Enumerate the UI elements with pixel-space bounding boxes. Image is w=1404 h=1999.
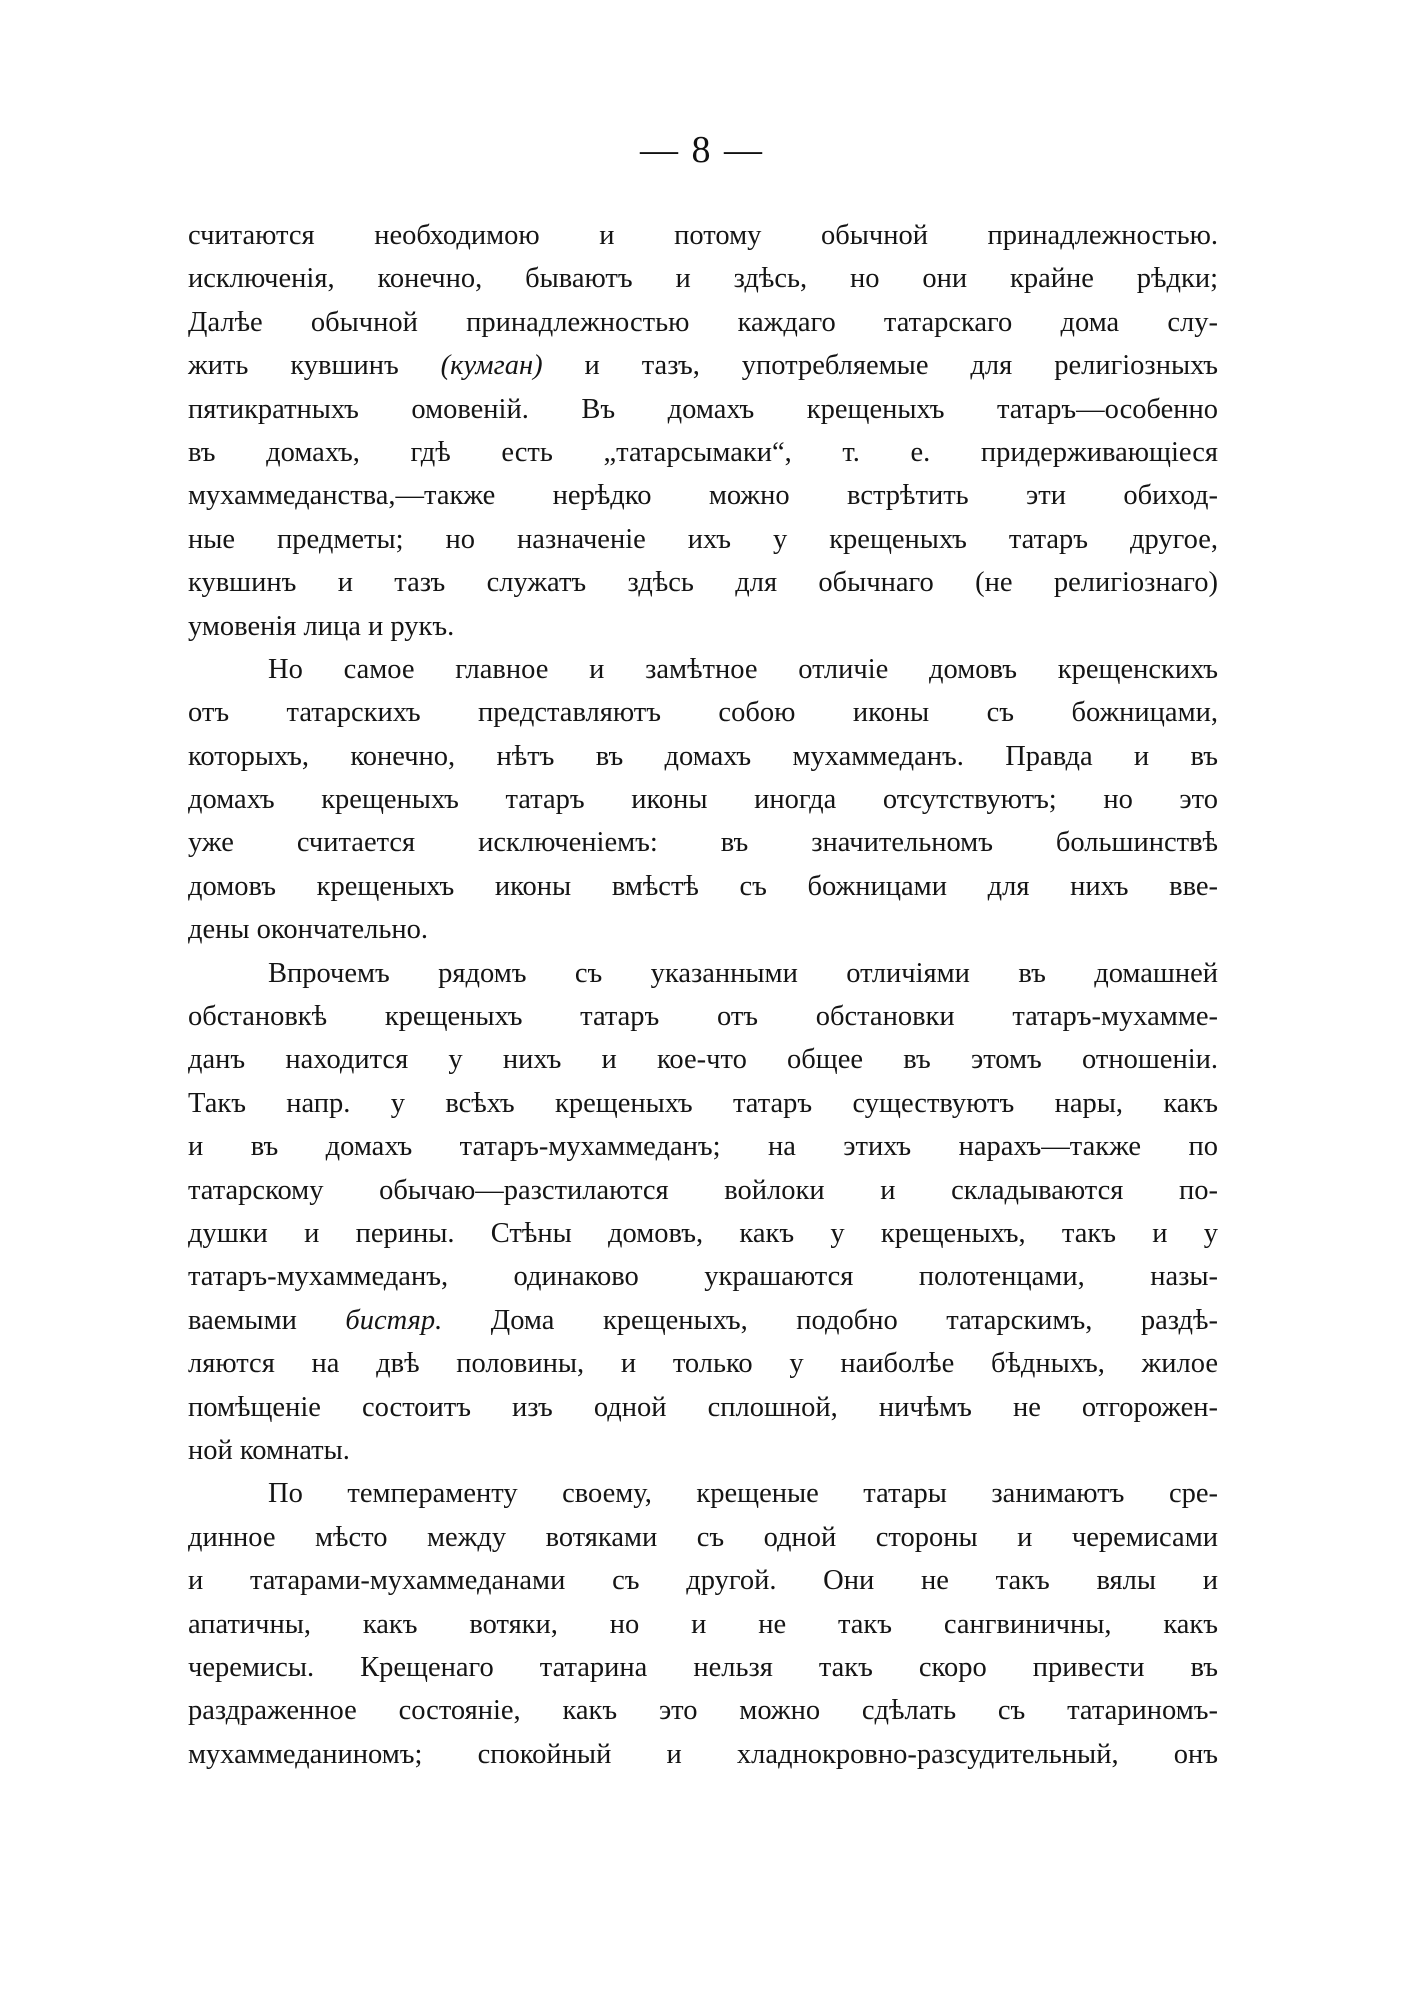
text-line: помѣщеніе состоитъ изъ одной сплошной, ничѣмъ не отгорожен- — [188, 1391, 1218, 1423]
text-line: черемисы. Крещенаго татарина нельзя такъ скоро привести въ — [188, 1651, 1218, 1683]
text-line: динное мѣсто между вотяками съ одной стороны и черемисами — [188, 1521, 1218, 1553]
text-line: домовъ крещеныхъ иконы вмѣстѣ съ божницами для нихъ вве- — [188, 870, 1218, 902]
paragraph-start-line: Впрочемъ рядомъ съ указанными отличіями въ домашней — [268, 957, 1218, 989]
text-line: и въ домахъ татаръ-мухаммеданъ; на этихъ нарахъ—также по — [188, 1131, 1218, 1163]
text-line: мухаммеданиномъ; спокойный и хладнокровно-разсудительный, онъ — [188, 1738, 1218, 1770]
text-line: которыхъ, конечно, нѣтъ въ домахъ мухаммеданъ. Правда и въ — [188, 740, 1218, 772]
italic-term: (кумган) — [440, 350, 543, 382]
text-line: ные предметы; но назначеніе ихъ у крещеныхъ татаръ другое, — [188, 523, 1218, 555]
paragraph-start-line: Но самое главное и замѣтное отличіе домовъ крещенскихъ — [268, 653, 1218, 685]
body-text — [188, 214, 1218, 1776]
text-line: душки и перины. Стѣны домовъ, какъ у крещеныхъ, такъ и у — [188, 1217, 1218, 1249]
text-line: данъ находится у нихъ и кое-что общее въ этомъ отношеніи. — [188, 1044, 1218, 1076]
paragraph-start-line: По темпераменту своему, крещеные татары занимаютъ сре- — [268, 1478, 1218, 1510]
page-number: — 8 — — [640, 129, 764, 171]
text-line: считаются необходимою и потому обычной принадлежностью. — [188, 220, 1218, 251]
text-line: Далѣе обычной принадлежностью каждаго татарскаго дома слу- — [188, 306, 1218, 338]
text-line: ваемыми бистяр. Дома крещеныхъ, подобно татарскимъ, раздѣ- — [188, 1304, 1218, 1336]
text-line: и татарами-мухаммеданами съ другой. Они не такъ вялы и — [188, 1565, 1218, 1597]
text-line: отъ татарскихъ представляютъ собою иконы съ божницами, — [188, 697, 1218, 729]
text-line: домахъ крещеныхъ татаръ иконы иногда отсутствуютъ; но это — [188, 784, 1218, 816]
text-line: ной комнаты. — [188, 1434, 350, 1466]
text-line: уже считается исключеніемъ: въ значительномъ большинствѣ — [188, 827, 1218, 859]
text-line: обстановкѣ крещеныхъ татаръ отъ обстановки татаръ-мухамме- — [188, 1001, 1218, 1033]
text-line: татарскому обычаю—разстилаются войлоки и складываются по- — [188, 1174, 1218, 1206]
text-line: ляются на двѣ половины, и только у наиболѣе бѣдныхъ, жилое — [188, 1348, 1218, 1380]
text-line: въ домахъ, гдѣ есть „татарсымаки“, т. е. придерживающіеся — [188, 436, 1218, 468]
text-line: раздраженное состояніе, какъ это можно сдѣлать съ татариномъ- — [188, 1695, 1218, 1727]
text-line: исключенія, конечно, бываютъ и здѣсь, но они крайне рѣдки; — [188, 263, 1218, 295]
text-line: дены окончательно. — [188, 914, 429, 946]
text-line: пятикратныхъ омовеній. Въ домахъ крещеныхъ татаръ—особенно — [188, 393, 1218, 425]
text-line: Такъ напр. у всѣхъ крещеныхъ татаръ существуютъ нары, какъ — [188, 1087, 1218, 1119]
text-line: апатичны, какъ вотяки, но и не такъ сангвиничны, какъ — [188, 1608, 1218, 1640]
text-line: татаръ-мухаммеданъ, одинаково украшаются полотенцами, назы- — [188, 1261, 1218, 1293]
text-line: умовенія лица и рукъ. — [188, 610, 455, 642]
italic-term: бистяр. — [345, 1304, 443, 1336]
text-line: кувшинъ и тазъ служатъ здѣсь для обычнаго (не религіознаго) — [188, 567, 1218, 599]
text-line: мухаммеданства,—также нерѣдко можно встрѣтить эти обиход- — [188, 480, 1218, 512]
text-line: жить кувшинъ (кумган) и тазъ, употребляемые для религіозныхъ — [188, 350, 1218, 382]
